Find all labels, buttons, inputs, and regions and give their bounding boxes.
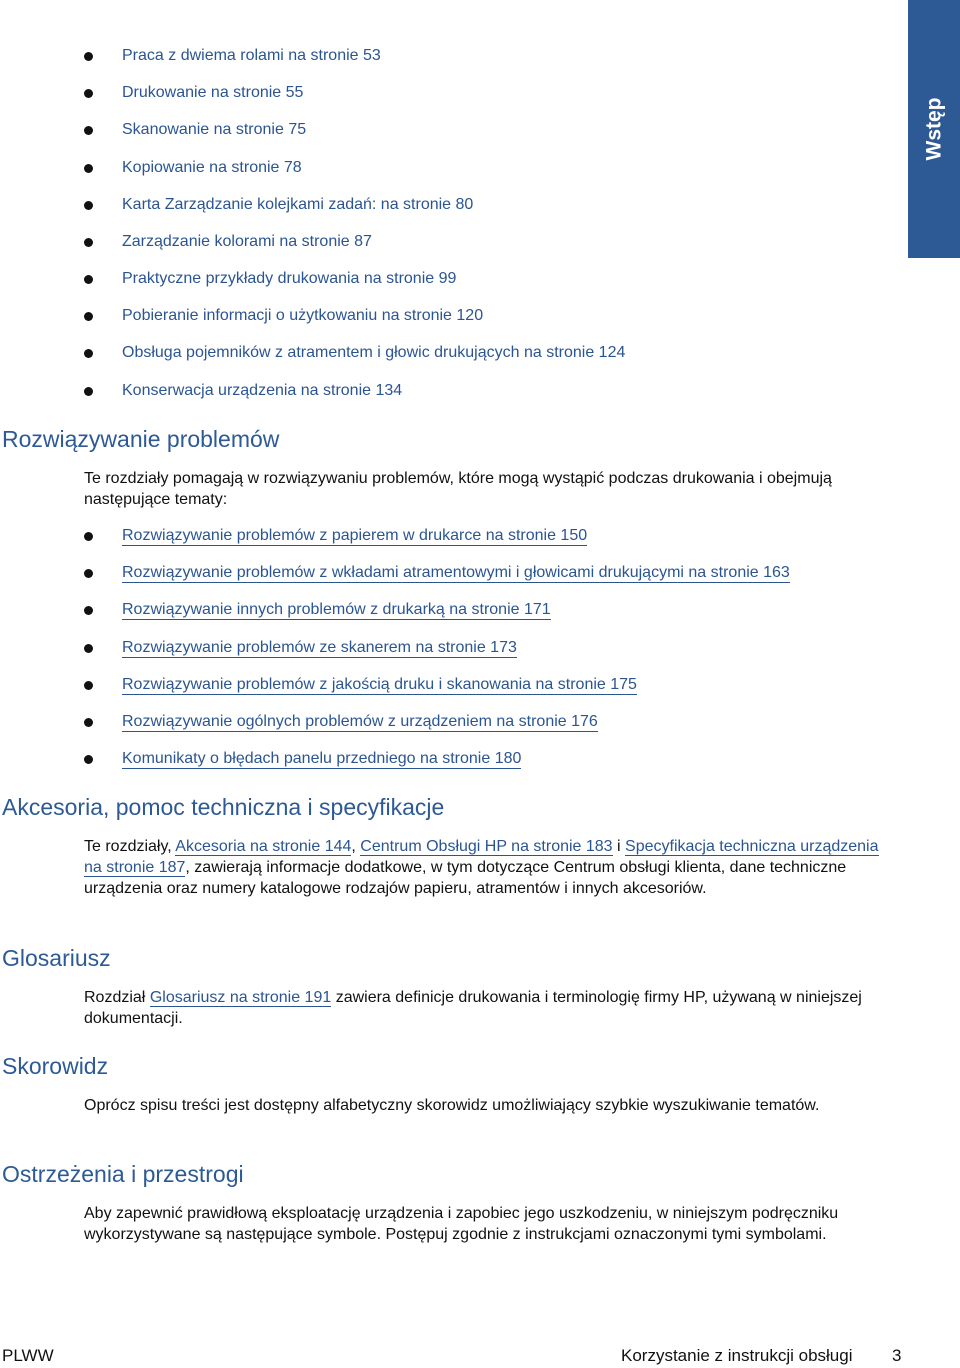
glossary-paragraph	[84, 987, 884, 1029]
paragraph-text: ,	[351, 838, 361, 855]
bullet-icon	[84, 644, 93, 653]
chapter-link[interactable]: Obsługa pojemników z atramentem i głowic drukujących na stronie 124	[122, 344, 626, 361]
chapter-link[interactable]: Praktyczne przykłady drukowania na stronie 99	[122, 270, 457, 287]
accessories-heading: Akcesoria, pomoc techniczna i specyfikacje	[2, 794, 445, 820]
paragraph-text: , zawierają informacje dodatkowe, w tym dotyczące Centrum obsługi klienta, dane techniczne urządzenia oraz numery katalogowe rodzajów papieru, atramentów i innych akcesoriów.	[84, 859, 847, 897]
troubleshooting-link[interactable]: Rozwiązywanie ogólnych problemów z urządzeniem na stronie 176	[122, 713, 598, 730]
hp-support-link[interactable]: Centrum Obsługi HP na stronie 183	[360, 838, 613, 855]
chapter-link[interactable]: Zarządzanie kolorami na stronie 87	[122, 233, 372, 250]
bullet-icon	[84, 164, 93, 173]
troubleshooting-link[interactable]: Rozwiązywanie problemów z papierem w drukarce na stronie 150	[122, 527, 588, 544]
bullet-icon	[84, 532, 93, 541]
warnings-heading: Ostrzeżenia i przestrogi	[2, 1161, 244, 1187]
index-paragraph: Oprócz spisu treści jest dostępny alfabetyczny skorowidz umożliwiający szybkie wyszukiwanie tematów.	[84, 1097, 820, 1114]
bullet-icon	[84, 718, 93, 727]
bullet-icon	[84, 569, 93, 578]
accessories-link[interactable]: Akcesoria na stronie 144	[175, 838, 352, 855]
index-heading: Skorowidz	[2, 1053, 109, 1079]
footer-doc-code: PLWW	[2, 1346, 54, 1365]
bullet-icon	[84, 201, 93, 210]
footer-title: Korzystanie z instrukcji obsługi	[621, 1346, 853, 1365]
paragraph-text: Rozdział	[84, 989, 150, 1006]
troubleshooting-heading: Rozwiązywanie problemów	[2, 426, 280, 452]
section-tab	[908, 0, 960, 258]
bullet-icon	[84, 681, 93, 690]
bullet-icon	[84, 312, 93, 321]
chapter-link[interactable]: Drukowanie na stronie 55	[122, 84, 304, 101]
accessories-paragraph	[84, 836, 884, 899]
page-number: 3	[892, 1346, 902, 1365]
troubleshooting-link[interactable]: Rozwiązywanie problemów z wkładami atramentowymi i głowicami drukującymi na stronie 163	[122, 564, 790, 581]
paragraph-text: i	[612, 838, 626, 855]
troubleshooting-link[interactable]: Rozwiązywanie innych problemów z drukarką na stronie 171	[122, 601, 551, 618]
bullet-icon	[84, 387, 93, 396]
troubleshooting-link[interactable]: Komunikaty o błędach panelu przedniego na stronie 180	[122, 750, 522, 767]
troubleshooting-link[interactable]: Rozwiązywanie problemów ze skanerem na stronie 173	[122, 639, 517, 656]
troubleshooting-link[interactable]: Rozwiązywanie problemów z jakością druku i skanowania na stronie 175	[122, 676, 637, 693]
section-tab-label: Wstęp	[922, 97, 945, 161]
warnings-paragraph: Aby zapewnić prawidłową eksploatację urządzenia i zapobiec jego uszkodzeniu, w niniejszym podręczniku wykorzystywane są następujące symbole. Postępuj zgodnie z instrukcjami oznaczonymi tymi symbolami.	[84, 1205, 839, 1243]
bullet-icon	[84, 606, 93, 615]
glossary-heading: Glosariusz	[2, 945, 111, 971]
troubleshooting-intro: Te rozdziały pomagają w rozwiązywaniu problemów, które mogą wystąpić podczas drukowania i obejmują następujące tematy:	[84, 470, 832, 508]
chapter-link[interactable]: Praca z dwiema rolami na stronie 53	[122, 47, 381, 64]
bullet-icon	[84, 52, 93, 61]
paragraph-text: Te rozdziały,	[84, 838, 176, 855]
chapter-link[interactable]: Karta Zarządzanie kolejkami zadań: na stronie 80	[122, 196, 474, 213]
bullet-icon	[84, 126, 93, 135]
chapter-link[interactable]: Skanowanie na stronie 75	[122, 121, 307, 138]
bullet-icon	[84, 349, 93, 358]
chapter-link[interactable]: Kopiowanie na stronie 78	[122, 159, 302, 176]
bullet-icon	[84, 755, 93, 764]
bullet-icon	[84, 89, 93, 98]
bullet-icon	[84, 275, 93, 284]
bullet-icon	[84, 238, 93, 247]
chapter-link[interactable]: Konserwacja urządzenia na stronie 134	[122, 382, 403, 399]
glossary-link[interactable]: Glosariusz na stronie 191	[149, 989, 332, 1006]
specifications-link[interactable]: Specyfikacja techniczna urządzenia na stronie 187	[84, 838, 879, 876]
paragraph-text: zawiera definicje drukowania i terminologię firmy HP, używaną w niniejszej dokumentacji.	[84, 989, 862, 1027]
chapter-link[interactable]: Pobieranie informacji o użytkowaniu na stronie 120	[122, 307, 484, 324]
